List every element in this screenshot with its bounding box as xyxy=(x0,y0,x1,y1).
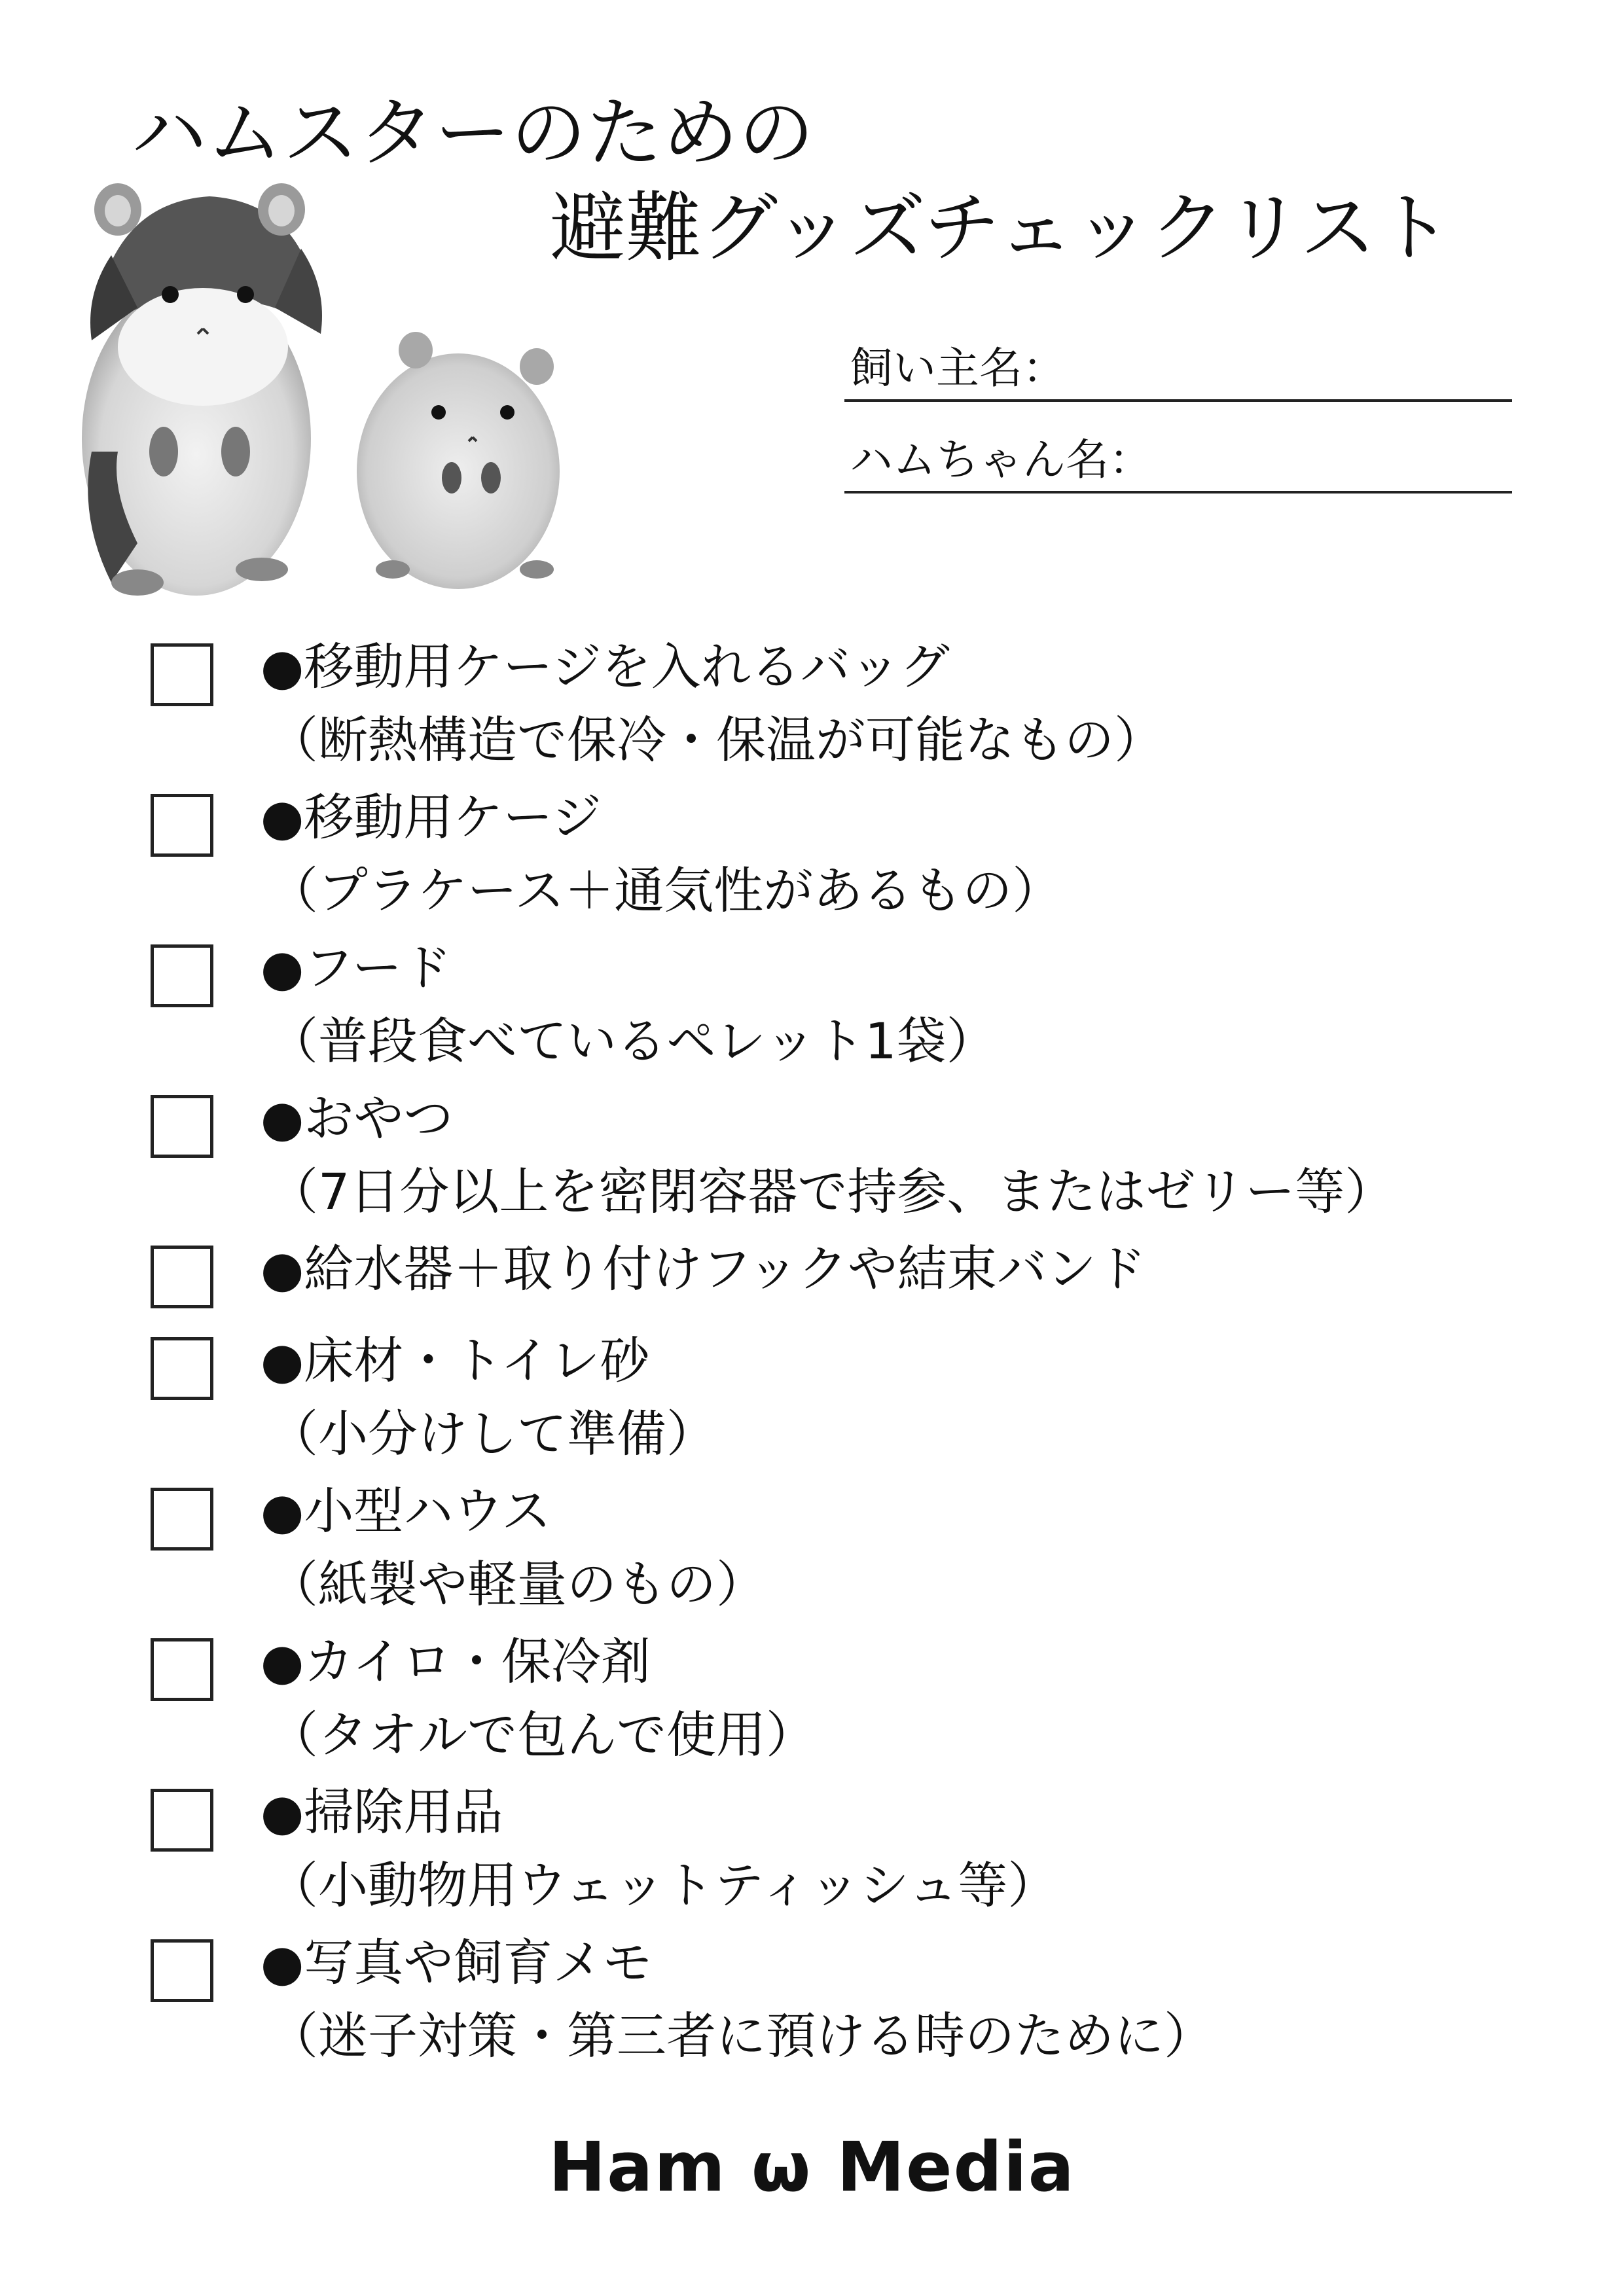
item-label: ●給水器＋取り付けフックや結束バンド xyxy=(261,1240,1146,1298)
item-label: ●掃除用品 xyxy=(261,1783,503,1841)
hamster-name-field[interactable] xyxy=(844,419,1512,493)
checkbox[interactable] xyxy=(151,1638,213,1701)
owner-name-field[interactable] xyxy=(844,327,1512,402)
item-note: （断熱構造で保冷・保温が可能なもの） xyxy=(268,711,1164,769)
item-label: ●移動用ケージ xyxy=(261,788,602,846)
item-note: （プラケース＋通気性があるもの） xyxy=(268,861,1062,920)
hamsters-illustration xyxy=(65,177,589,622)
item-note: （迷子対策・第三者に預ける時のために） xyxy=(268,2007,1214,2065)
item-label: ●写真や飼育メモ xyxy=(261,1933,653,1992)
item-note: （小分けして準備） xyxy=(268,1405,716,1463)
item-note: （タオルで包んで使用） xyxy=(268,1706,816,1764)
item-note: （紙製や軽量のもの） xyxy=(268,1555,766,1613)
checkbox[interactable] xyxy=(151,1095,213,1158)
title-line-2: 避難グッズチェックリスト xyxy=(550,184,1453,272)
hamster-name-label: ハムちゃん名： xyxy=(850,435,1152,485)
checkbox[interactable] xyxy=(151,1246,213,1308)
checkbox[interactable] xyxy=(151,1337,213,1400)
checkbox[interactable] xyxy=(151,1939,213,2002)
item-label: ●床材・トイレ砂 xyxy=(261,1331,650,1390)
title-line-1: ハムスターのための xyxy=(131,89,814,177)
checkbox[interactable] xyxy=(151,643,213,706)
small-hamster xyxy=(357,332,560,589)
item-label: ●小型ハウス xyxy=(261,1482,552,1540)
brand-logo: Ham ω Media xyxy=(549,2127,1075,2207)
big-hamster xyxy=(82,183,322,596)
checkbox[interactable] xyxy=(151,944,213,1007)
item-note: （普段食べているペレット1袋） xyxy=(268,1012,996,1070)
item-note: （小動物用ウェットティッシュ等） xyxy=(268,1856,1058,1914)
item-note: （7日分以上を密閉容器で持参、またはゼリー等） xyxy=(268,1162,1395,1221)
checkbox[interactable] xyxy=(151,1488,213,1551)
item-label: ●おやつ xyxy=(261,1089,454,1147)
checkbox[interactable] xyxy=(151,794,213,857)
item-label: ●カイロ・保冷剤 xyxy=(261,1632,651,1691)
item-label: ●移動用ケージを入れるバッグ xyxy=(261,637,950,696)
item-label: ●フード xyxy=(261,939,452,997)
owner-name-label: 飼い主名： xyxy=(850,343,1066,393)
checkbox[interactable] xyxy=(151,1789,213,1852)
